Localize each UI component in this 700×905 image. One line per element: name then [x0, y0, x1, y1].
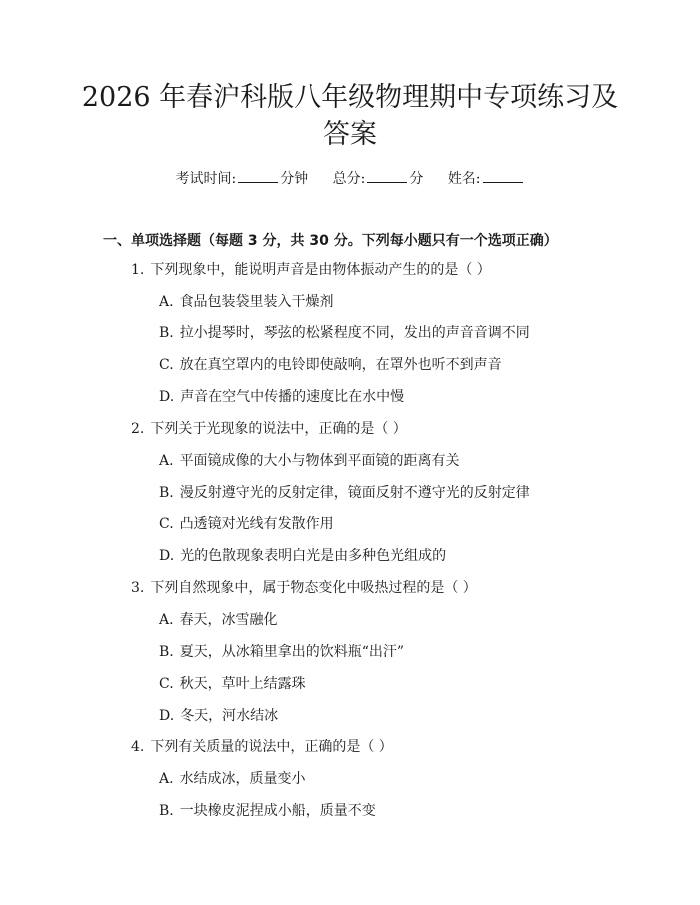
- option-letter: D.: [159, 708, 175, 724]
- option-letter: A.: [159, 612, 174, 628]
- question-2-option-d: [159, 546, 446, 566]
- question-2-option-a: [159, 451, 460, 471]
- option-text: 光的色散现象表明白光是由多种色光组成的: [180, 548, 447, 564]
- option-text: 水结成冰，质量变小: [179, 771, 306, 787]
- question-number: 1.: [131, 262, 145, 278]
- option-letter: C.: [159, 516, 174, 532]
- document-title-continued: 答案: [323, 119, 377, 150]
- question-3-option-a: [159, 610, 278, 630]
- question-2: [131, 419, 407, 439]
- exam-time-field: [175, 168, 308, 189]
- total-score-label: 总分:: [332, 171, 366, 187]
- question-3-option-b: [159, 642, 404, 662]
- question-1-option-a: [159, 292, 334, 312]
- question-1-option-d: [159, 387, 404, 407]
- option-letter: D.: [159, 548, 175, 564]
- total-score-field: [333, 168, 424, 189]
- question-4-option-b: [159, 801, 376, 821]
- option-letter: D.: [159, 389, 175, 405]
- student-name-blank: [483, 168, 523, 183]
- option-letter: A.: [159, 453, 174, 469]
- option-text: 春天，冰雪融化: [179, 612, 278, 628]
- question-1: [131, 260, 491, 280]
- option-letter: A.: [159, 294, 174, 310]
- question-number: 2.: [131, 421, 145, 437]
- option-text: 凸透镜对光线有发散作用: [179, 516, 334, 532]
- question-number: 3.: [131, 580, 145, 596]
- question-3-option-d: [159, 706, 278, 726]
- option-text: 夏天，从冰箱里拿出的饮料瓶“出汗”: [179, 644, 405, 660]
- option-text: 秋天，草叶上结露珠: [179, 676, 306, 692]
- option-letter: B.: [159, 803, 174, 819]
- option-text: 食品包装袋里装入干燥剂: [179, 294, 334, 310]
- question-4: [131, 737, 393, 757]
- exam-time-blank: [238, 168, 278, 183]
- student-name-label: 姓名:: [447, 171, 481, 187]
- option-letter: B.: [159, 325, 174, 341]
- exam-time-unit: 分钟: [280, 171, 309, 187]
- question-3-option-c: [159, 674, 306, 694]
- student-name-field: [448, 168, 525, 189]
- question-4-option-a: [159, 769, 306, 789]
- option-text: 放在真空罩内的电铃即使敲响，在罩外也听不到声音: [179, 357, 502, 373]
- option-text: 平面镜成像的大小与物体到平面镜的距离有关: [179, 453, 460, 469]
- question-2-option-b: [159, 483, 530, 503]
- option-letter: C.: [159, 676, 174, 692]
- option-text: 冬天，河水结冰: [180, 708, 279, 724]
- option-letter: B.: [159, 485, 174, 501]
- question-3: [131, 578, 477, 598]
- section-heading: 一、单项选择题（每题 3 分，共 30 分。下列每小题只有一个选项正确）: [103, 233, 558, 249]
- total-score-unit: 分: [409, 171, 424, 187]
- option-text: 拉小提琴时，琴弦的松紧程度不同，发出的声音音调不同: [179, 325, 530, 341]
- option-text: 一块橡皮泥捏成小船，质量不变: [179, 803, 376, 819]
- option-letter: B.: [159, 644, 174, 660]
- question-text: 下列自然现象中，属于物态变化中吸热过程的是（ ）: [150, 580, 477, 596]
- option-text: 漫反射遵守光的反射定律，镜面反射不遵守光的反射定律: [179, 485, 530, 501]
- option-letter: A.: [159, 771, 174, 787]
- question-text: 下列现象中，能说明声音是由物体振动产生的的是（ ）: [150, 262, 491, 278]
- question-text: 下列有关质量的说法中，正确的是（ ）: [150, 739, 393, 755]
- exam-time-label: 考试时间:: [175, 171, 237, 187]
- question-1-option-b: [159, 323, 530, 343]
- question-number: 4.: [131, 739, 145, 755]
- document-title: 2026 年春沪科版八年级物理期中专项练习及: [81, 82, 619, 113]
- total-score-blank: [367, 168, 407, 183]
- option-letter: C.: [159, 357, 174, 373]
- question-text: 下列关于光现象的说法中，正确的是（ ）: [150, 421, 407, 437]
- option-text: 声音在空气中传播的速度比在水中慢: [180, 389, 405, 405]
- exam-info-row: [0, 168, 700, 189]
- question-2-option-c: [159, 514, 334, 534]
- question-1-option-c: [159, 355, 502, 375]
